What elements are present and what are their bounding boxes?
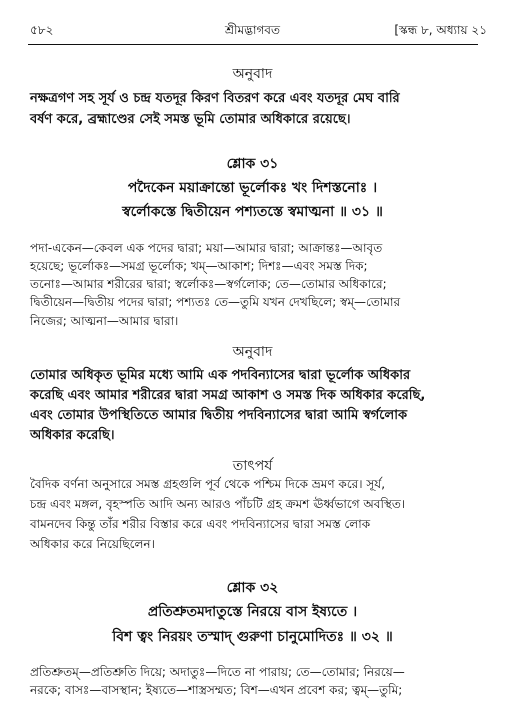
translation-heading: অনুবাদ xyxy=(232,344,273,360)
synonym-line: নিজের; আত্মনা—আমার দ্বারা। xyxy=(30,314,179,328)
chapter-reference: [স্কন্ধ ৮, অধ্যায় ২১ xyxy=(394,23,487,37)
synonym-line: পদা-একেন—কেবল এক পদের দ্বারা; ময়া—আমার দ্বারা; আক্রান্তঃ—আবৃত xyxy=(30,241,383,255)
header-rule xyxy=(28,44,478,45)
purport-line: বামনদেব কিন্তু তাঁর শরীর বিস্তার করে এবং পদবিন্যাসের দ্বারা সমস্ত লোক xyxy=(30,517,371,531)
translation-line: বর্ষণ করে, ব্রহ্মাণ্ডের সেই সমস্ত ভূমি তোমার অধিকারে রয়েছে। xyxy=(30,112,351,127)
verse-line: প্রতিশ্রুতমদাতুস্তে নিরয়ে বাস ইষ্যতে । xyxy=(147,604,358,620)
purport-heading: তাৎপর্য xyxy=(232,458,273,474)
verse-heading: শ্লোক ৩১ xyxy=(226,156,279,172)
purport-line: অধিকার করে নিয়েছিলেন। xyxy=(30,537,155,551)
synonym-line: প্রতিশ্রুতম্—প্রতিশ্রুতি দিয়ে; অদাতুঃ—দিতে না পারায়; তে—তোমার; নিরয়ে— xyxy=(30,665,405,679)
translation-heading: অনুবাদ xyxy=(232,66,273,82)
page-number: ৫৮২ xyxy=(30,23,54,37)
synonym-line: হয়েছে; ভূর্লোকঃ—সমগ্র ভূর্লোক; খম্—আকাশ; দিশঃ—এবং সমস্ত দিক; xyxy=(30,259,368,273)
book-title: শ্রীমদ্ভাগবত xyxy=(224,23,280,37)
verse-line: স্বর্লোকস্তে দ্বিতীয়েন পশ্যতস্তে স্বমাত্মনা ॥ ৩১ ॥ xyxy=(122,204,383,220)
verse-line: পদৈকেন ময়াক্রান্তো ভূর্লোকঃ খং দিশস্তনোঃ । xyxy=(127,180,378,196)
purport-line: চন্দ্র এবং মঙ্গল, বৃহস্পতি আদি অন্য আরও পাঁচটি গ্রহ ক্রমশ ঊর্ধ্বভাগে অবস্থিত। xyxy=(30,497,406,511)
verse-line: বিশ ত্বং নিরয়ং তস্মাদ্ গুরুণা চানুমোদিতঃ ॥ ৩২ ॥ xyxy=(112,629,393,645)
translation-line: নক্ষত্রগণ সহ সূর্য ও চন্দ্র যতদূর কিরণ বিতরণ করে এবং যতদূর মেঘ বারি xyxy=(30,91,400,106)
purport-line: বৈদিক বর্ণনা অনুসারে সমস্ত গ্রহগুলি পূর্ব থেকে পশ্চিম দিকে ভ্রমণ করে। সূর্য, xyxy=(30,477,386,491)
translation-line: তোমার অধিকৃত ভূমির মধ্যে আমি এক পদবিন্যাসের দ্বারা ভূর্লোক অধিকার xyxy=(30,368,411,383)
translation-line: এবং তোমার উপস্থিতিতে আমার দ্বিতীয় পদবিন্যাসের দ্বারা আমি স্বর্গলোক xyxy=(30,408,408,423)
synonym-line: তনোঃ—আমার শরীরের দ্বারা; স্বর্লোকঃ—স্বর্গলোক; তে—তোমার অধিকারে; xyxy=(30,277,387,291)
translation-line: করেছি এবং আমার শরীরের দ্বারা সমগ্র আকাশ ও সমস্ত দিক অধিকার করেছি, xyxy=(30,388,426,403)
verse-heading: শ্লোক ৩২ xyxy=(226,580,279,596)
synonym-line: দ্বিতীয়েন—দ্বিতীয় পদের দ্বারা; পশ্যতঃ তে—তুমি যখন দেখছিলে; স্বম্—তোমার xyxy=(30,295,401,309)
translation-line: অধিকার করেছি। xyxy=(30,428,115,443)
synonym-line: নরকে; বাসঃ—বাসস্থান; ইষ্যতে—শাস্ত্রসম্মত; বিশ—এখন প্রবেশ কর; ত্বম্—তুমি; xyxy=(30,683,403,697)
